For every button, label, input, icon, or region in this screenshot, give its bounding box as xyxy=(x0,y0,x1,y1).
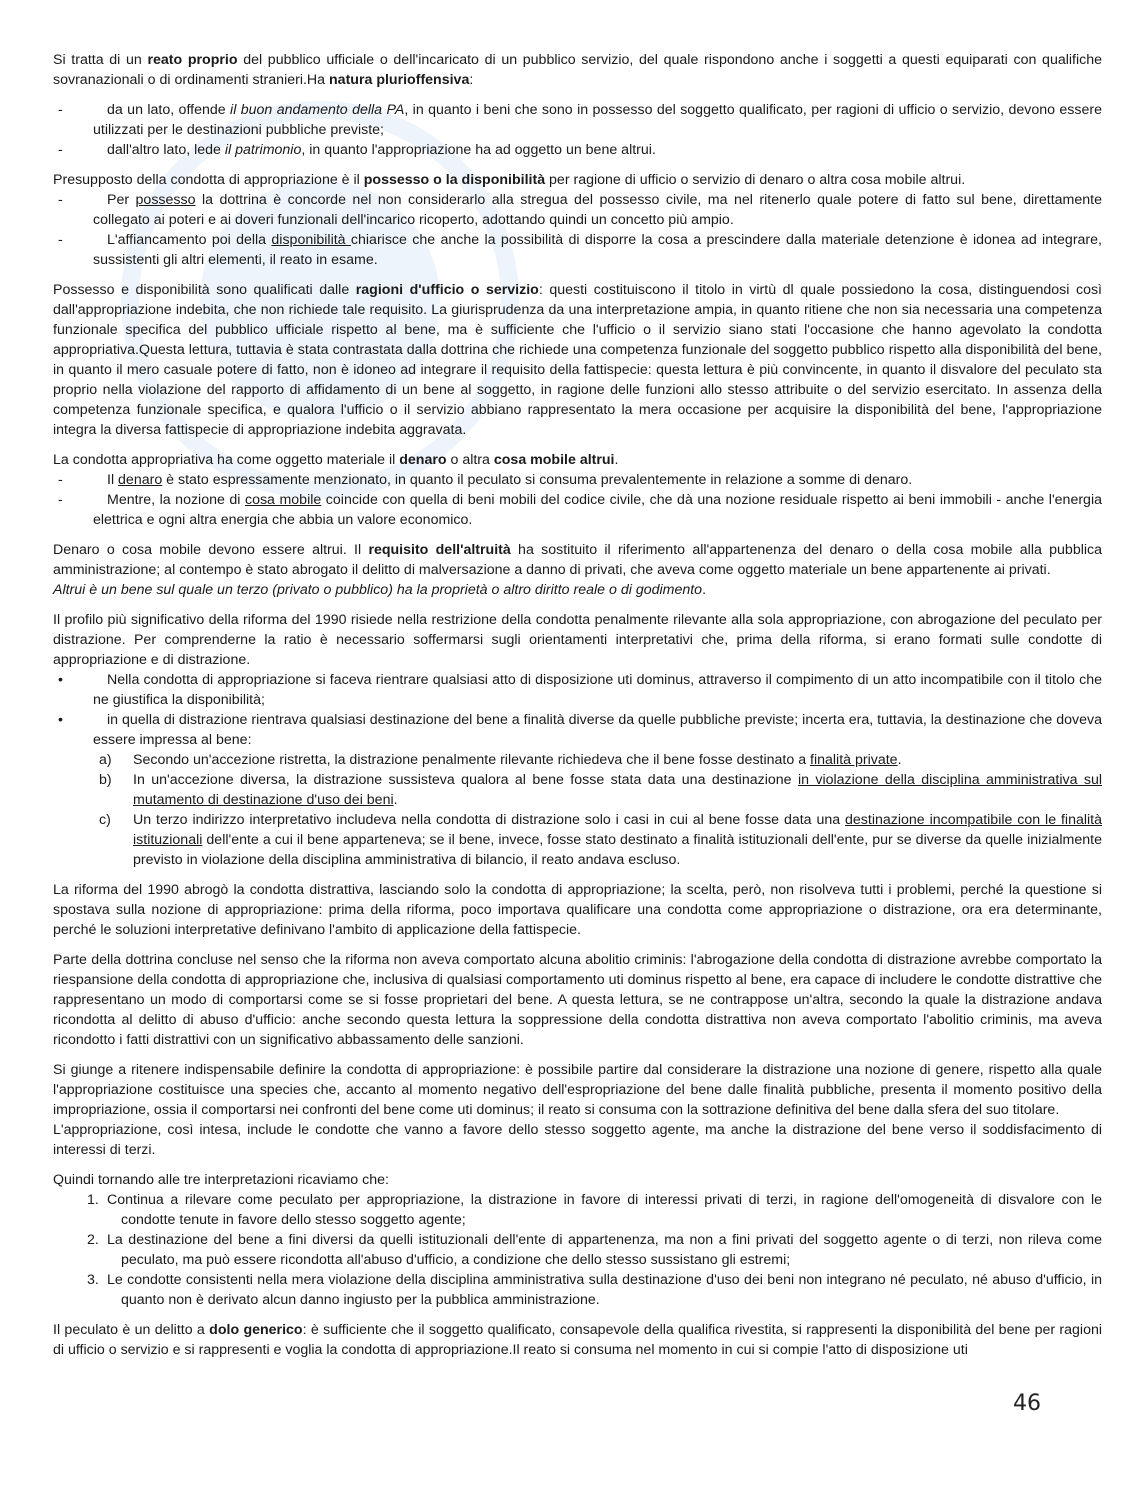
page-number: 46 xyxy=(1013,1391,1041,1416)
list-offense xyxy=(53,100,1102,160)
paragraph-presupposto: Presupposto della condotta di appropriazione è il possesso o la disponibilità per ragione di ufficio o servizio di denaro o altra cosa mobile altrui. xyxy=(53,172,966,188)
list-item: - Mentre, la nozione di cosa mobile coincide con quella di beni mobili del codice civile, che dà una nozione residuale rispetto ai beni immobili - anche l'energia elettrica e ogni altra energia che abbia un valore economico. xyxy=(58,492,1102,528)
section-riforma xyxy=(53,610,1102,870)
paragraph-dolo: Il peculato è un delitto a dolo generico: è sufficiente che il soggetto qualificato, consapevole della qualifica rivestita, si rappresenti la disponibilità del bene per ragioni di ufficio o servizio e si rappresenti e voglia la condotta di appropriazione.Il reato si consuma nel momento in cui si compie l'atto di disposizione uti xyxy=(53,1322,1103,1358)
paragraph-1990: La riforma del 1990 abrogò la condotta distrattiva, lasciando solo la condotta di appropriazione; la scelta, però, non risolveva tutti i problemi, perché la questione si spostava sulla nozione di appropriazione: prima della riforma, poco importava qualificare una condotta come appropriazione o distrazione, ora era determinante, perché le soluzioni interpretative definivano l'ambito di applicazione della fattispecie. xyxy=(53,882,1102,938)
paragraph-intro: Si tratta di un reato proprio del pubblico ufficiale o dell'incaricato di un pubblico servizio, del quale rispondono anche i soggetti a questi equiparati con qualifiche sovranazionali o di ordinamenti stranieri.Ha natura plurioffensiva: xyxy=(53,52,1102,88)
paragraph-ragioni: Possesso e disponibilità sono qualificati dalle ragioni d'ufficio o servizio: questi costituiscono il titolo in virtù dl quale possiedono la cosa, distinguendosi così dall'appropriazione indebita, che non richiede tale requisito. La giurisprudenza da una interpretazione ampia, in quanto ritiene che non sia necessaria una competenza funzionale specifica del pubblico ufficiale rispetto al bene, ma è sufficiente che l'ufficio o il servizio siano stati l'occasione che hanno agevolato la condotta appropriativa.Questa lettura, tuttavia è stata contrastata dalla dottrina che richiede una competenza funzionale del soggetto pubblico rispetto alla disponibilità del bene, in quanto il mero casuale potere di fatto, non è idoneo ad integrare il requisito della fattispecie: questa lettura è più convincente, in quanto il disvalore del peculato sta proprio nella violazione del rapporto di affidamento di un bene al soggetto, in ragione delle funzioni allo stesso attribuite o del servizio esercitato. In assenza della competenza funzionale specifica, e qualora l'ufficio o il servizio abbiano rappresentato la mera occasione per acquisire la disponibilità del bene, l'appropriazione integra la diversa fattispecie di appropriazione indebita aggravata. xyxy=(53,282,1102,438)
list-item: - L'affiancamento poi della disponibilità chiarisce che anche la possibilità di disporre la cosa a prescindere dalla materiale detenzione è idonea ad integrare, sussistenti gli altri elementi, il reato in esame. xyxy=(58,232,1102,268)
document-page xyxy=(53,50,1102,1370)
list-item: - Il denaro è stato espressamente menzionato, in quanto il peculato si consuma prevalentemente in relazione a somme di denaro. xyxy=(58,472,913,488)
paragraph-dottrina: Parte della dottrina concluse nel senso che la riforma non aveva comportato alcuna abolitio criminis: l'abrogazione della condotta di distrazione avrebbe comportato la riespansione della condotta di appropriazione che, inclusiva di qualsiasi comportamento uti dominus rispetto al bene, era capace di includere le condotte distrattive che rappresentano un modo di comportarsi come se si fosse proprietari del bene. A questa lettura, se ne contrappose un'altra, secondo la quale la distrazione andava ricondotta al delitto di abuso d'ufficio: anche secondo questa lettura la soppressione della condotta distrattiva non aveva comportato l'abolitio criminis, ma aveva ricondotto i fatti distrattivi con un significativo abbassamento delle sanzioni. xyxy=(53,952,1102,1048)
paragraph-quindi: Quindi tornando alle tre interpretazioni ricaviamo che: xyxy=(53,1172,389,1188)
list-item: • Nella condotta di appropriazione si faceva rientrare qualsiasi atto di disposizione uti dominus, attraverso il compimento di un atto incompatibile con il titolo che ne giustifica la disponibilità; xyxy=(58,672,1102,708)
sublist-item: c) Un terzo indirizzo interpretativo includeva nella condotta di distrazione solo i casi in cui al bene fosse data una destinazione incompatibile con le finalità istituzionali dell'ente a cui il bene apparteneva; se il bene, invece, fosse stato destinato a finalità istituzionali dell'ente, pur se diverse da quelle inizialmente previsto in violazione della disciplina amministrativa di bilancio, il reato andava escluso. xyxy=(99,812,1102,868)
section-possesso xyxy=(53,170,1102,270)
numbered-item: 3. Le condotte consistenti nella mera violazione della disciplina amministrativa sulla destinazione d'uso dei beni non integrano né peculato, né abuso d'ufficio, in quanto non è derivato alcun danno ingiusto per la pubblica amministrazione. xyxy=(87,1272,1102,1308)
sublist-item: a) Secondo un'accezione ristretta, la distrazione penalmente rilevante richiedeva che il bene fosse destinato a finalità private. xyxy=(99,752,902,768)
paragraph-riforma: Il profilo più significativo della riforma del 1990 risiede nella restrizione della condotta penalmente rilevante alla sola appropriazione, con abrogazione del peculato per distrazione. Per comprenderne la ratio è necessario soffermarsi sugli orientamenti interpretativi che, prima della riforma, si erano formati sulle condotte di appropriazione e di distrazione. xyxy=(53,612,1102,668)
paragraph-oggetto: La condotta appropriativa ha come oggetto materiale il denaro o altra cosa mobile altrui. xyxy=(53,452,619,468)
paragraph-altruita: Denaro o cosa mobile devono essere altrui. Il requisito dell'altruità ha sostituito il riferimento all'appartenenza del denaro o della cosa mobile alla pubblica amministrazione; al contempo è stato abrogato il delitto di malversazione a danno di privati, che aveva come oggetto materiale un bene appartenente ai privati. Altrui è un bene sul quale un terzo (privato o pubblico) ha la proprietà o altro diritto reale o di godimento. xyxy=(53,542,1102,598)
numbered-item: 1. Continua a rilevare come peculato per appropriazione, la distrazione in favore di interessi privati di terzi, in ragione dell'omogeneità di disvalore con le condotte tenute in favore dello stesso soggetto agente; xyxy=(87,1192,1102,1228)
list-item: - dall'altro lato, lede il patrimonio, in quanto l'appropriazione ha ad oggetto un bene altrui. xyxy=(58,142,656,158)
paragraph-definizione: Si giunge a ritenere indispensabile definire la condotta di appropriazione: è possibile partire dal considerare la distrazione una nozione di genere, rispetto alla quale l'appropriazione costituisce una species che, accanto al momento negativo dell'espropriazione del bene dalle finalità pubbliche, presenta il momento positivo della impropriazione, ossia il comportarsi nei confronti del bene come uti dominus; il reato si consuma con la sottrazione definitiva del bene dalla sfera del suo titolare. L'appropriazione, così intesa, include le condotte che vanno a favore dello stesso soggetto agente, ma anche la distrazione del bene verso il soddisfacimento di interessi di terzi. xyxy=(53,1062,1102,1158)
section-interpretazioni xyxy=(53,1170,1102,1310)
list-item: • in quella di distrazione rientrava qualsiasi destinazione del bene a finalità diverse da quelle pubbliche previste; incerta era, tuttavia, la destinazione che doveva essere impressa al bene: xyxy=(58,712,1102,748)
list-item: - da un lato, offende il buon andamento della PA, in quanto i beni che sono in possesso del soggetto qualificato, per ragioni di ufficio o servizio, devono essere utilizzati per le destinazioni pubbliche previste; xyxy=(58,102,1102,138)
section-oggetto xyxy=(53,450,1102,530)
sublist-item: b) In un'accezione diversa, la distrazione sussisteva qualora al bene fosse stata data una destinazione in violazione della disciplina amministrativa sul mutamento di destinazione d'uso dei beni. xyxy=(99,772,1102,808)
numbered-item: 2. La destinazione del bene a fini diversi da quelli istituzionali dell'ente di appartenenza, ma non a fini privati del soggetto agente o di terzi, non rileva come peculato, ma può essere ricondotta all'abuso d'ufficio, a condizione che dello stesso sussistano gli estremi; xyxy=(87,1232,1102,1268)
list-item: - Per possesso la dottrina è concorde nel non considerarlo alla stregua del possesso civile, ma nel ritenerlo quale potere di fatto sul bene, direttamente collegato ai poteri e ai doveri funzionali dell'incarico ricoperto, adottando quindi un concetto più ampio. xyxy=(58,192,1102,228)
